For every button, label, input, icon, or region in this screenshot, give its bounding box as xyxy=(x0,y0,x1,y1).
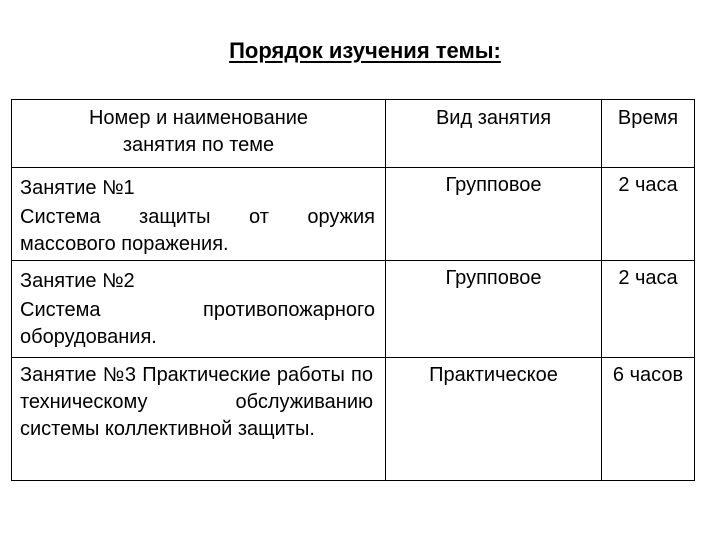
lesson-cell xyxy=(12,168,386,261)
lesson-time: 6 часов xyxy=(602,358,695,481)
page-title-text: Порядок изучения темы: xyxy=(229,38,501,63)
lesson-number: Занятие №2 xyxy=(20,270,135,292)
header-time: Время xyxy=(602,100,695,168)
lesson-number: Занятие №3 xyxy=(20,364,136,386)
study-order-table xyxy=(11,99,695,481)
table-row xyxy=(12,358,695,481)
lesson-name: Система противопожарного оборудования. xyxy=(20,299,375,348)
lesson-name: Практические работы по техническому обслуживанию системы коллективной защиты. xyxy=(20,364,373,440)
lesson-cell xyxy=(12,261,386,358)
lesson-cell xyxy=(12,358,386,481)
lesson-text xyxy=(20,362,375,443)
page-title xyxy=(0,38,720,64)
table-row xyxy=(12,261,695,358)
lesson-type: Практическое xyxy=(386,358,602,481)
table-header-row xyxy=(12,100,695,168)
header-lesson: Номер и наименование занятия по теме xyxy=(12,100,386,168)
lesson-name: Система защиты от оружия массового поражения. xyxy=(20,206,375,255)
lesson-type: Групповое xyxy=(386,168,602,261)
lesson-time: 2 часа xyxy=(602,261,695,358)
lesson-number: Занятие №1 xyxy=(20,177,135,199)
lesson-type: Групповое xyxy=(386,261,602,358)
lesson-time: 2 часа xyxy=(602,168,695,261)
table-row xyxy=(12,168,695,261)
header-type: Вид занятия xyxy=(386,100,602,168)
